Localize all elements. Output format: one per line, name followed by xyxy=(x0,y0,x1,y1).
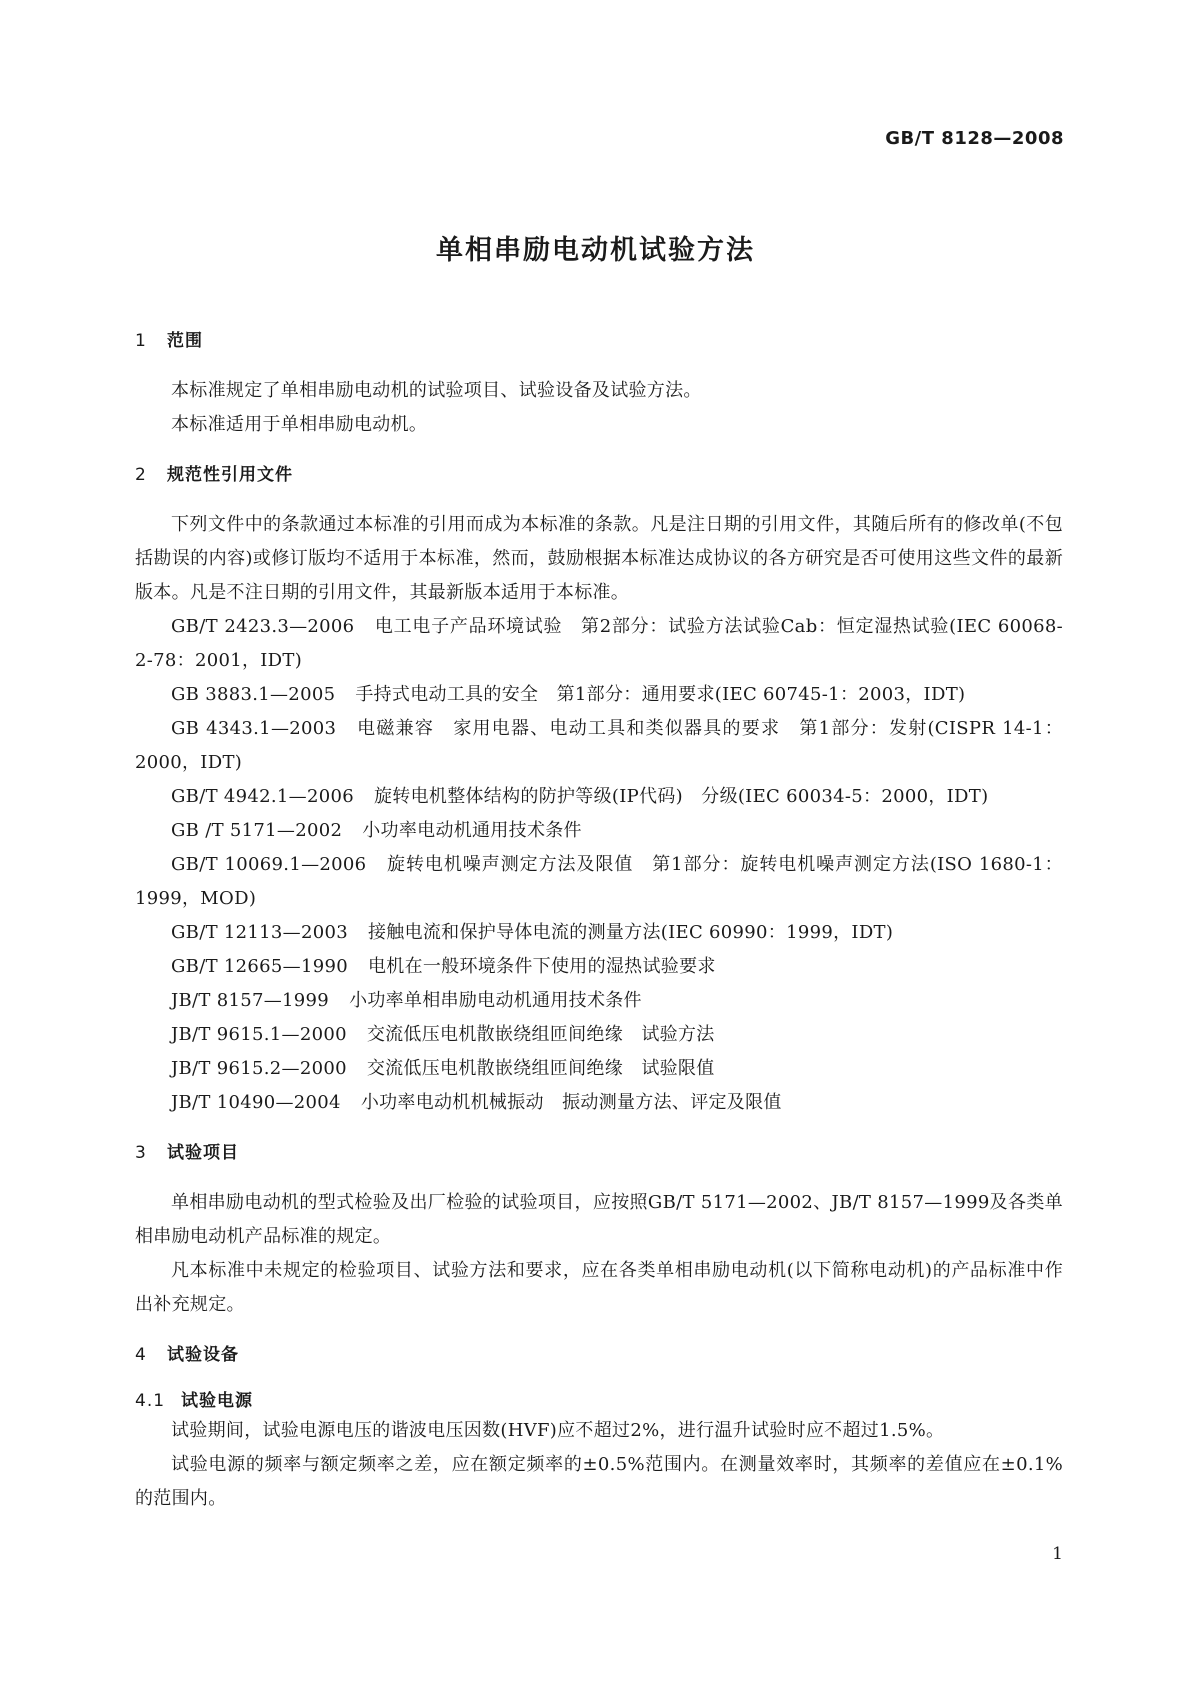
reference-code: GB/T 4942.1—2006 xyxy=(171,786,354,807)
section-title: 试验项目 xyxy=(167,1143,239,1163)
reference-text: 小功率电动机通用技术条件 xyxy=(362,820,582,841)
reference-text: 旋转电机整体结构的防护等级(IP代码) 分级(IEC 60034-5：2000，IDT) xyxy=(374,786,989,807)
section-4-heading xyxy=(135,1342,1063,1368)
section-number: 4 xyxy=(135,1345,147,1365)
reference-text: 交流低压电机散嵌绕组匝间绝缘 试验方法 xyxy=(366,1024,715,1045)
section-3-paragraph-2: 凡本标准中未规定的检验项目、试验方法和要求，应在各类单相串励电动机(以下简称电动机)的产品标准中作出补充规定。 xyxy=(135,1260,1063,1315)
section-number: 2 xyxy=(135,465,147,485)
section-title: 规范性引用文件 xyxy=(167,465,293,485)
reference-entry xyxy=(135,1018,1063,1052)
document-title: 单相串励电动机试验方法 xyxy=(436,235,755,266)
reference-text: 电机在一般环境条件下使用的湿热试验要求 xyxy=(367,956,716,977)
reference-code: GB /T 5171—2002 xyxy=(171,820,343,841)
reference-text: 旋转电机噪声测定方法及限值 第1部分：旋转电机噪声测定方法(ISO 1680-1：1999，MOD) xyxy=(135,854,1063,909)
section-1-paragraph-1: 本标准规定了单相串励电动机的试验项目、试验设备及试验方法。 xyxy=(171,380,702,401)
reference-code: GB 4343.1—2003 xyxy=(171,718,337,739)
reference-code: GB/T 12665—1990 xyxy=(171,956,348,977)
section-1-heading xyxy=(135,328,1063,354)
page-number: 1 xyxy=(1052,1544,1063,1564)
reference-entry xyxy=(135,1052,1063,1086)
reference-entry xyxy=(135,712,1063,780)
standard-number: GB/T 8128—2008 xyxy=(885,128,1064,149)
reference-entry xyxy=(135,814,1063,848)
reference-entry xyxy=(135,780,1063,814)
subsection-4-1-paragraph-2: 试验电源的频率与额定频率之差，应在额定频率的±0.5%范围内。在测量效率时，其频率的差值应在±0.1%的范围内。 xyxy=(135,1454,1063,1509)
reference-entry xyxy=(135,1086,1063,1120)
reference-code: GB 3883.1—2005 xyxy=(171,684,336,705)
reference-text: 电磁兼容 家用电器、电动工具和类似器具的要求 第1部分：发射(CISPR 14-1：2000，IDT) xyxy=(135,718,1063,773)
reference-code: GB/T 2423.3—2006 xyxy=(171,616,355,637)
subsection-number: 4.1 xyxy=(135,1391,166,1411)
reference-code: GB/T 12113—2003 xyxy=(171,922,348,943)
document-body xyxy=(135,328,1063,1516)
subsection-title: 试验电源 xyxy=(181,1391,253,1411)
section-title: 范围 xyxy=(167,331,203,351)
reference-entry xyxy=(135,610,1063,678)
reference-code: JB/T 9615.2—2000 xyxy=(171,1058,347,1079)
section-2-heading xyxy=(135,462,1063,488)
reference-entry xyxy=(135,984,1063,1018)
section-1-paragraph-2: 本标准适用于单相串励电动机。 xyxy=(171,414,428,435)
reference-entry xyxy=(135,950,1063,984)
normative-reference-list xyxy=(135,610,1063,1120)
section-3-heading xyxy=(135,1140,1063,1166)
section-title: 试验设备 xyxy=(167,1345,239,1365)
reference-entry xyxy=(135,916,1063,950)
reference-code: GB/T 10069.1—2006 xyxy=(171,854,367,875)
reference-text: 接触电流和保护导体电流的测量方法(IEC 60990：1999，IDT) xyxy=(367,922,894,943)
reference-code: JB/T 8157—1999 xyxy=(171,990,330,1011)
reference-text: 小功率电动机机械振动 振动测量方法、评定及限值 xyxy=(360,1092,782,1113)
reference-text: 交流低压电机散嵌绕组匝间绝缘 试验限值 xyxy=(366,1058,715,1079)
reference-code: JB/T 9615.1—2000 xyxy=(171,1024,347,1045)
section-number: 3 xyxy=(135,1143,147,1163)
reference-text: 电工电子产品环境试验 第2部分：试验方法试验Cab：恒定湿热试验(IEC 60068-2-78：2001，IDT) xyxy=(135,616,1063,671)
section-3-paragraph-1: 单相串励电动机的型式检验及出厂检验的试验项目，应按照GB/T 5171—2002、JB/T 8157—1999及各类单相串励电动机产品标准的规定。 xyxy=(135,1192,1063,1247)
reference-text: 小功率单相串励电动机通用技术条件 xyxy=(349,990,642,1011)
subsection-4-1-paragraph-1: 试验期间，试验电源电压的谐波电压因数(HVF)应不超过2%，进行温升试验时应不超过1.5%。 xyxy=(171,1420,945,1441)
reference-entry xyxy=(135,678,1063,712)
section-number: 1 xyxy=(135,331,147,351)
section-2-intro: 下列文件中的条款通过本标准的引用而成为本标准的条款。凡是注日期的引用文件，其随后所有的修改单(不包括勘误的内容)或修订版均不适用于本标准，然而，鼓励根据本标准达成协议的各方研究是否可使用这些文件的最新版本。凡是不注日期的引用文件，其最新版本适用于本标准。 xyxy=(135,514,1063,603)
reference-code: JB/T 10490—2004 xyxy=(171,1092,341,1113)
reference-entry xyxy=(135,848,1063,916)
reference-text: 手持式电动工具的安全 第1部分：通用要求(IEC 60745-1：2003，IDT) xyxy=(355,684,966,705)
subsection-4-1-heading xyxy=(135,1388,1063,1414)
